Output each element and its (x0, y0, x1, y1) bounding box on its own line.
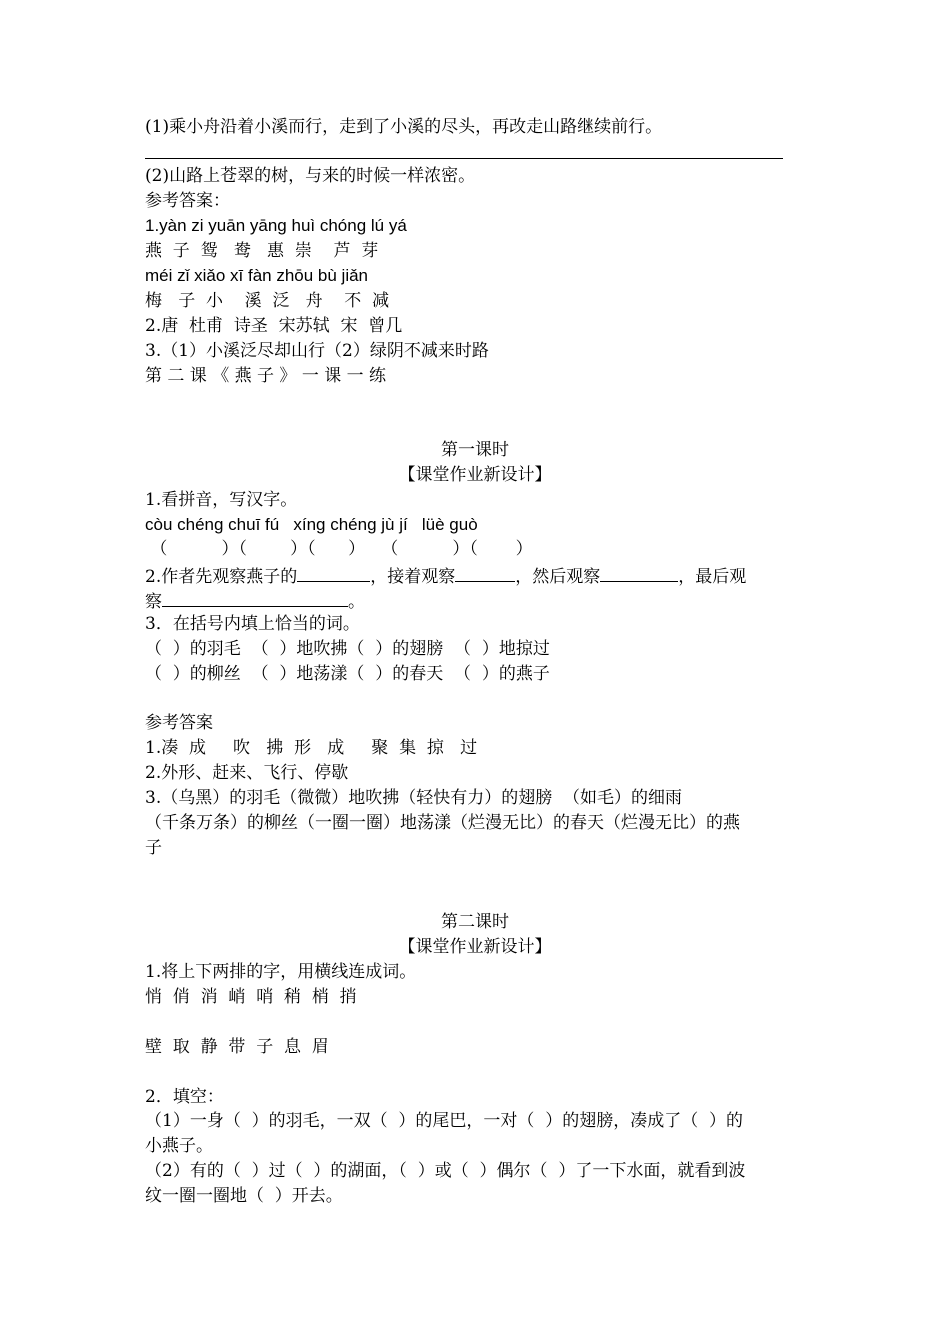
answer-pinyin-row-2: méi zǐ xiǎo xī fàn zhōu bù jiǎn (145, 266, 369, 285)
exercise-sentence-1: (1)乘小舟沿着小溪而行，走到了小溪的尽头，再改走山路继续前行。 (145, 117, 663, 137)
section-1-answer-3-line-3: 子 (145, 838, 162, 858)
section-1-question-3: 3．在括号内填上恰当的词。 (145, 614, 360, 634)
section-1-answer-1: 1.凑 成 吹 拂 形 成 聚 集 掠 过 (145, 738, 478, 758)
section-1-bracket-row: （ ）（ ）（ ） （ ）（ ） (145, 539, 533, 559)
section-2-question-1: 1.将上下两排的字，用横线连成词。 (145, 962, 417, 982)
fill-blank[interactable] (297, 563, 370, 582)
section-2-subtitle: 【课堂作业新设计】 (398, 937, 552, 957)
section-1-question-1: 1.看拼音，写汉字。 (145, 490, 298, 510)
section-1-question-2-line-2 (145, 588, 365, 613)
exercise-sentence-2: (2)山路上苍翠的树，与来的时候一样浓密。 (145, 166, 476, 186)
section-2-title: 第二课时 (441, 912, 509, 932)
section-2-question-2-1-line-2: 小燕子。 (145, 1136, 213, 1156)
section-2-question-2-2-line-1: （2）有的（ ）过（ ）的湖面，（ ）或（ ）偶尔（ ）了一下水面，就看到波 (145, 1161, 746, 1181)
answer-pinyin-row-1: 1.yàn zi yuān yāng huì chóng lú yá (145, 216, 407, 235)
section-1-answer-heading: 参考答案 (145, 713, 213, 733)
section-2-char-row-bottom: 壁 取 静 带 子 息 眉 (145, 1037, 329, 1057)
answer-2: 2.唐 杜甫 诗圣 宋苏轼 宋 曾几 (145, 316, 403, 336)
section-2-question-2-1-line-1: （1）一身（ ）的羽毛，一双（ ）的尾巴，一对（ ）的翅膀，凑成了（ ）的 (145, 1111, 744, 1131)
q2-text-5: 察 (145, 592, 162, 612)
q2-text-6: 。 (348, 592, 365, 612)
section-2-char-row-top: 悄 俏 消 峭 哨 稍 梢 捎 (145, 987, 357, 1007)
section-1-question-2-line-1 (145, 563, 746, 588)
section-1-answer-3-line-2: （千条万条）的柳丝（一圈一圈）地荡漾（烂漫无比）的春天（烂漫无比）的燕 (145, 813, 740, 833)
section-1-question-3-row-2: （ ）的柳丝 （ ）地荡漾（ ）的春天 （ ）的燕子 (145, 664, 550, 684)
q2-text-2: ，接着观察 (370, 567, 456, 587)
fill-blank[interactable] (455, 563, 515, 582)
section-1-answer-3-line-1: 3.（乌黑）的羽毛（微微）地吹拂（轻快有力）的翅膀 （如毛）的细雨 (145, 788, 683, 808)
answer-line (145, 158, 783, 159)
section-1-pinyin-row: còu chéng chuī fú xíng chéng jù jí lüè guò (145, 515, 478, 534)
answer-chars-row-1: 燕 子 鸳 鸯 惠 崇 芦 芽 (145, 241, 379, 261)
section-1-title: 第一课时 (441, 440, 509, 460)
fill-blank[interactable] (162, 588, 348, 607)
answer-chars-row-2: 梅 子 小 溪 泛 舟 不 减 (145, 291, 390, 311)
q2-text-1: 2.作者先观察燕子的 (145, 567, 298, 587)
fill-blank[interactable] (600, 563, 678, 582)
answer-3: 3.（1）小溪泛尽却山行（2）绿阴不减来时路 (145, 341, 489, 361)
lesson-title: 第 二 课 《 燕 子 》 一 课 一 练 (145, 366, 387, 386)
section-2-question-2-2-line-2: 纹一圈一圈地（ ）开去。 (145, 1186, 343, 1206)
section-1-question-3-row-1: （ ）的羽毛 （ ）地吹拂（ ）的翅膀 （ ）地掠过 (145, 639, 550, 659)
section-1-answer-2: 2.外形、赶来、飞行、停歇 (145, 763, 349, 783)
q2-text-3: ，然后观察 (515, 567, 601, 587)
q2-text-4: ，最后观 (678, 567, 747, 587)
answer-heading: 参考答案： (145, 191, 230, 211)
section-2-question-2: 2．填空： (145, 1087, 224, 1107)
section-1-subtitle: 【课堂作业新设计】 (398, 465, 552, 485)
